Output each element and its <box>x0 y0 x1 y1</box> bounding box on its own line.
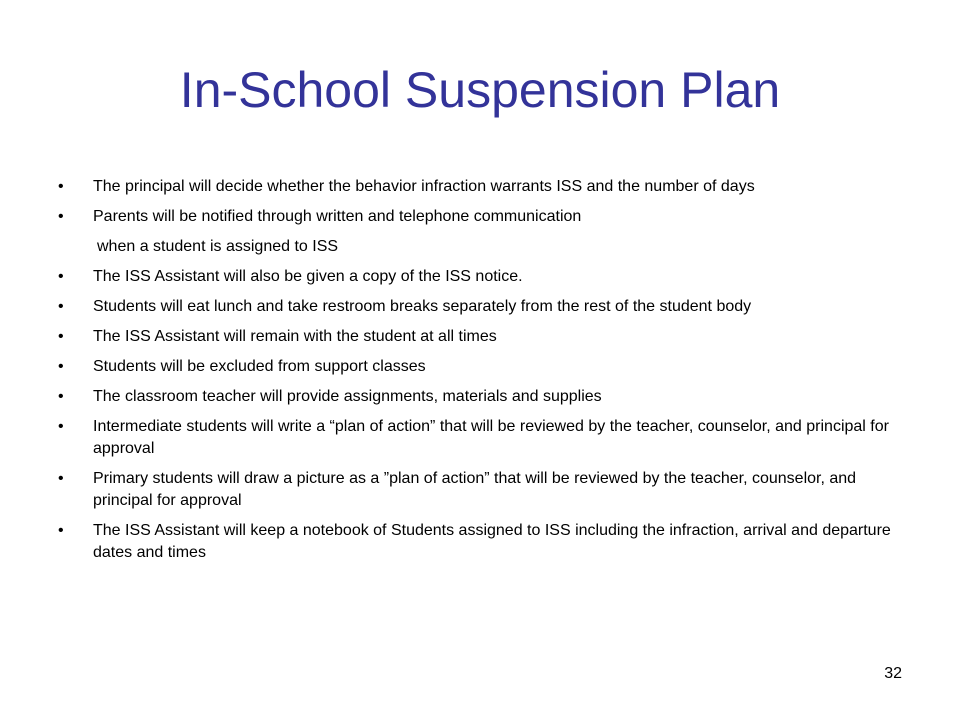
bullet-list <box>58 176 908 572</box>
bullet-item <box>58 206 908 228</box>
bullet-text: The ISS Assistant will also be given a copy of the ISS notice. <box>93 268 523 285</box>
bullet-item <box>58 266 908 288</box>
bullet-continuation <box>58 236 908 258</box>
bullet-item <box>58 468 908 512</box>
bullet-item <box>58 520 908 564</box>
bullet-text: Primary students will draw a picture as a ”plan of action” that will be reviewed by the teacher, counselor, and principal for approval <box>93 470 857 509</box>
bullet-icon: • <box>58 388 64 405</box>
bullet-text: Students will eat lunch and take restroom breaks separately from the rest of the student body <box>93 298 752 315</box>
bullet-item <box>58 296 908 318</box>
bullet-item <box>58 386 908 408</box>
bullet-icon: • <box>58 522 64 539</box>
bullet-icon: • <box>58 208 64 225</box>
bullet-text: The ISS Assistant will remain with the student at all times <box>93 328 497 345</box>
bullet-text: Students will be excluded from support classes <box>93 358 426 375</box>
bullet-item <box>58 326 908 348</box>
slide-title: In-School Suspension Plan <box>179 62 781 118</box>
bullet-icon: • <box>58 268 64 285</box>
bullet-text: The classroom teacher will provide assignments, materials and supplies <box>93 388 602 405</box>
bullet-item <box>58 356 908 378</box>
bullet-icon: • <box>58 178 64 195</box>
bullet-item <box>58 416 908 460</box>
bullet-icon: • <box>58 328 64 345</box>
bullet-icon: • <box>58 470 64 487</box>
bullet-text: Parents will be notified through written and telephone communication <box>93 208 582 225</box>
bullet-icon: • <box>58 418 64 435</box>
page-number: 32 <box>884 665 902 682</box>
bullet-text: The ISS Assistant will keep a notebook of Students assigned to ISS including the infraction, arrival and departure dates and times <box>93 522 891 561</box>
bullet-icon: • <box>58 358 64 375</box>
bullet-text: The principal will decide whether the behavior infraction warrants ISS and the number of days <box>93 178 755 195</box>
bullet-icon: • <box>58 298 64 315</box>
continuation-text: when a student is assigned to ISS <box>97 238 339 255</box>
bullet-text: Intermediate students will write a “plan of action” that will be reviewed by the teacher, counselor, and principal for approval <box>93 418 889 457</box>
bullet-item <box>58 176 908 198</box>
